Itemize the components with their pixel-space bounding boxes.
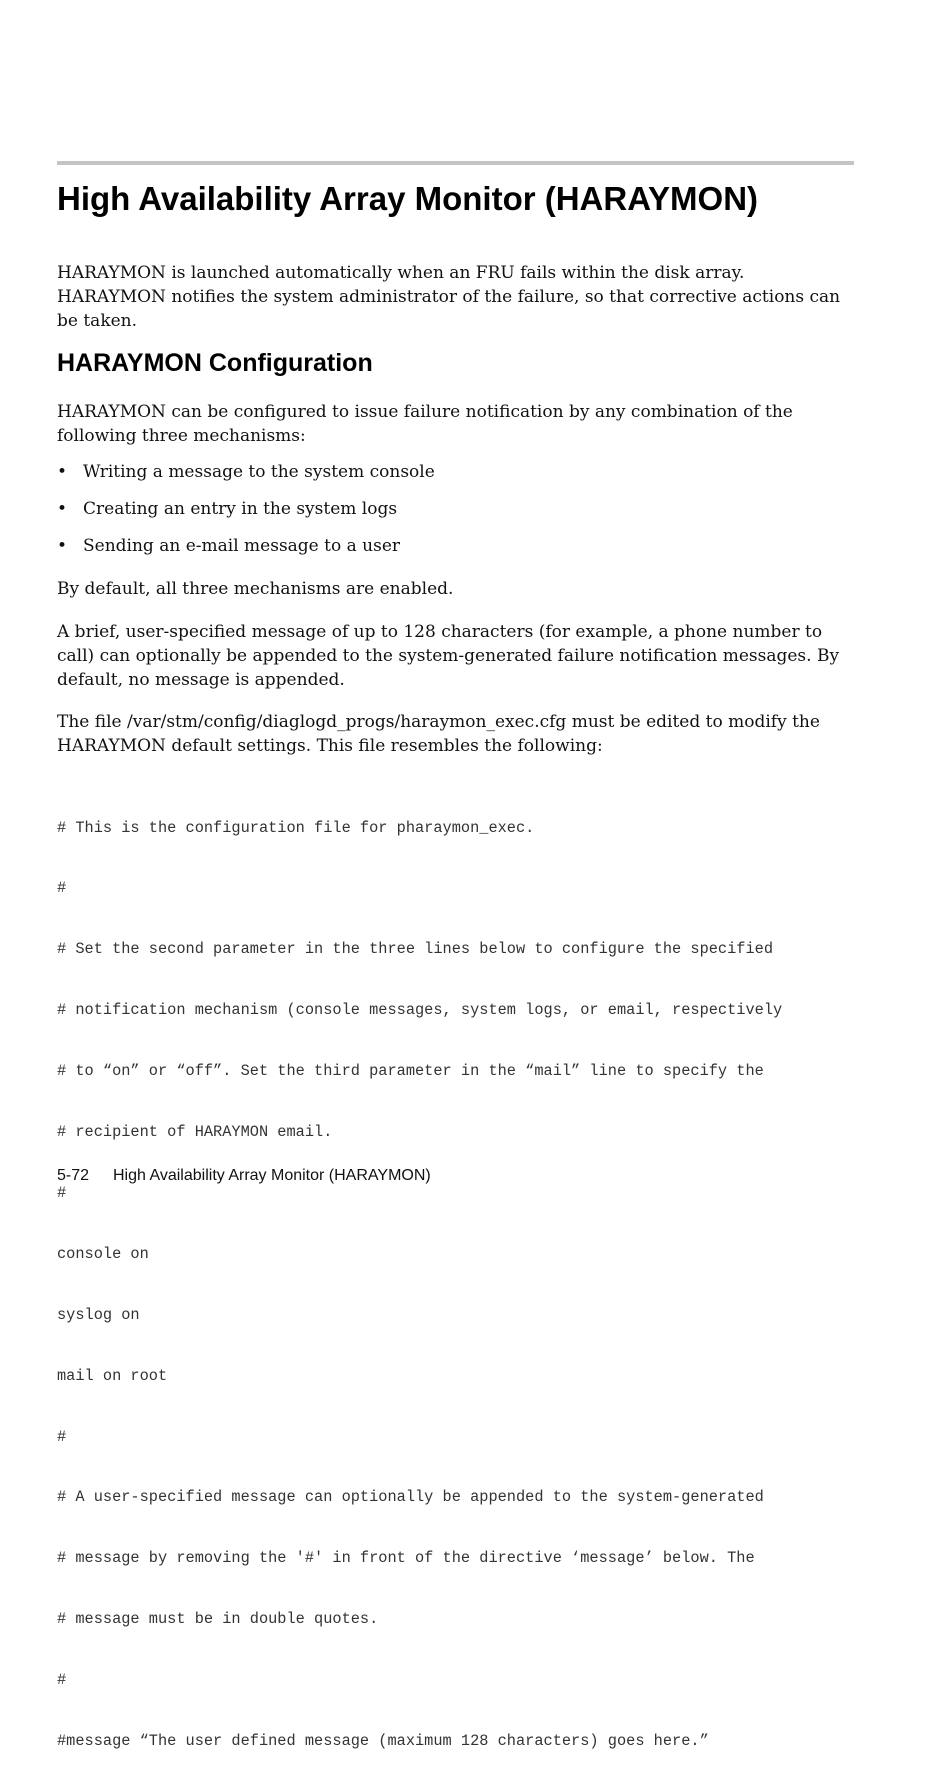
config-file-listing (57, 777, 782, 1772)
intro-paragraph: HARAYMON is launched automatically when an FRU fails within the disk array. HARAYMON notifies the system administrator of the failure, so that corrective actions can be taken. (57, 263, 841, 331)
list-item-text: Creating an entry in the system logs (83, 499, 398, 519)
mechanism-list (57, 460, 435, 571)
code-line: #message “The user defined message (maximum 128 characters) goes here.” (57, 1731, 709, 1750)
file-note-paragraph: The file /var/stm/config/diaglogd_progs/haraymon_exec.cfg must be edited to modify the HARAYMON default settings. This file resembles the following: (57, 712, 820, 756)
page-number: 5-72 (57, 1167, 90, 1184)
section-heading: HARAYMON Configuration (57, 349, 373, 377)
code-line: # (57, 879, 67, 898)
page-title: High Availability Array Monitor (HARAYMON) (57, 180, 759, 217)
code-line: mail on root (57, 1366, 168, 1385)
code-line: # (57, 1183, 67, 1202)
bullet-icon: • (57, 499, 68, 519)
code-line: # message must be in double quotes. (57, 1610, 379, 1629)
header-rule (57, 161, 854, 165)
code-line: # message by removing the '#' in front of the directive ‘message’ below. The (57, 1549, 755, 1568)
list-item-text: Sending an e-mail message to a user (83, 536, 401, 556)
code-line: # recipient of HARAYMON email. (57, 1123, 333, 1142)
list-item (57, 460, 435, 484)
list-item (57, 534, 435, 558)
code-line: # Set the second parameter in the three lines below to configure the specified (57, 940, 774, 959)
code-line: # This is the configuration file for pharaymon_exec. (57, 818, 535, 837)
list-item-text: Writing a message to the system console (83, 462, 435, 482)
list-item (57, 497, 435, 521)
page-footer (57, 1165, 431, 1187)
bullet-icon: • (57, 536, 68, 556)
code-line: # A user-specified message can optionally be appended to the system-generated (57, 1488, 764, 1507)
bullet-icon: • (57, 462, 68, 482)
code-line: console on (57, 1244, 149, 1263)
code-line: syslog on (57, 1305, 140, 1324)
config-intro-paragraph: HARAYMON can be configured to issue failure notification by any combination of the following three mechanisms: (57, 402, 793, 446)
code-line: # (57, 1427, 67, 1446)
code-line: # to “on” or “off”. Set the third parameter in the “mail” line to specify the (57, 1062, 764, 1081)
code-line: # notification mechanism (console messages, system logs, or email, respectively (57, 1001, 783, 1020)
code-line: # (57, 1671, 67, 1690)
message-note-paragraph: A brief, user-specified message of up to 128 characters (for example, a phone number to call) can optionally be appended to the system-generated failure notification messages. By default, no message is appended. (57, 622, 840, 690)
running-title: High Availability Array Monitor (HARAYMON) (113, 1167, 431, 1184)
default-note-paragraph: By default, all three mechanisms are enabled. (57, 579, 454, 599)
